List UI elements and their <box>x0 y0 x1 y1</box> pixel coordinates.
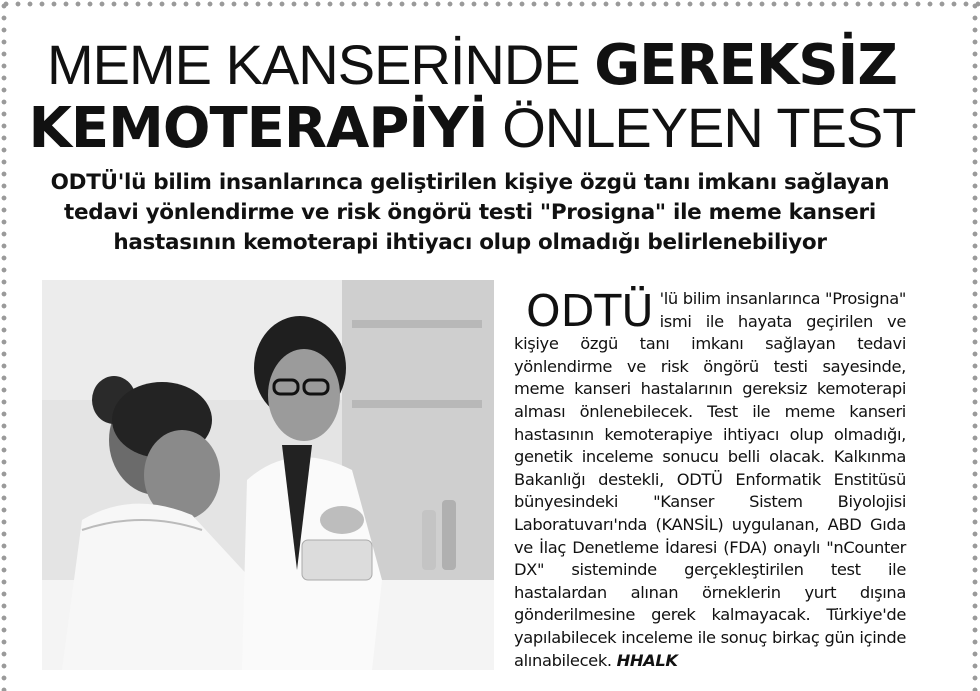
headline-part: ÖNLEYEN TEST <box>487 96 916 159</box>
article-body <box>514 288 906 672</box>
dropcap: ODTÜ <box>526 286 654 337</box>
article-text: 'lü bilim insanlarınca "Prosigna" ismi ile hayata geçirilen ve kişiye özgü tanı imkanı sağlayan tedavi yönlendirme ve risk öngörü testi sayesinde, meme kanseri hastalarının gereksiz kemoterapi alması önlenebilecek. Test ile meme kanseri hastasının kemoterapiye ihtiyacı olup olmadığı, genetik inceleme sonucu belli olacak. Kalkınma Bakanlığı destekli, ODTÜ Enformatik Enstitüsü bünyesindeki "Kanser Sistem Biyolojisi Laboratuvarı'nda (KANSİL) uygulanan, ABD Gıda ve İlaç Denetleme İdaresi (FDA) onaylı "nCounter DX" sisteminde gerçekleştirilen test ile hastalardan alınan örneklerin yurt dışına gönderilmesine gerek kalmayacak. Türkiye'de yapılabilecek inceleme ile sonuç birkaç gün içinde alınabilecek. <box>514 289 906 670</box>
dotted-border-top <box>0 0 980 8</box>
photo-illustration <box>42 280 494 670</box>
dotted-border-right <box>970 0 980 691</box>
headline-part: MEME KANSERİNDE <box>47 33 595 96</box>
headline-part: KEMOTERAPİYİ <box>28 96 488 161</box>
dotted-border-left <box>0 0 8 691</box>
source-credit: HHALK <box>616 650 678 670</box>
headline <box>22 34 922 160</box>
deck-subheadline: ODTÜ'lü bilim insanlarınca geliştirilen kişiye özgü tanı imkanı sağlayan tedavi yönlendirme ve risk öngörü testi "Prosigna" ile meme kanseri hastasının kemoterapi ihtiyacı olup olmadığı belirlenebiliyor <box>50 170 890 255</box>
headline-line-2 <box>22 97 922 160</box>
article-photo <box>42 280 494 670</box>
headline-line-1 <box>22 34 922 97</box>
headline-part: GEREKSİZ <box>594 33 897 98</box>
